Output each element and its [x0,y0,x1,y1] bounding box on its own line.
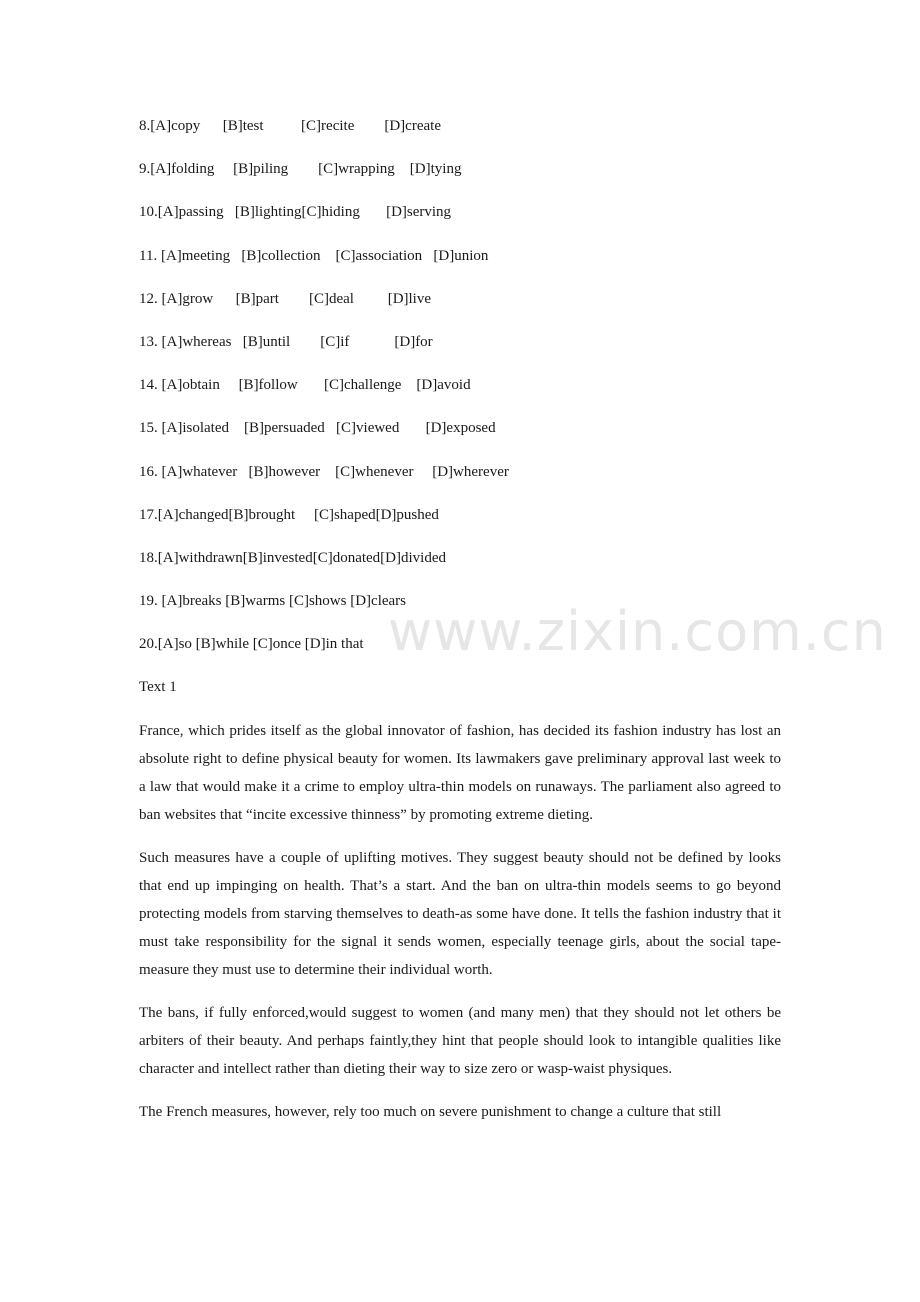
question-options-19: 19. [A]breaks [B]warms [C]shows [D]clears [139,593,407,610]
paragraph: The French measures, however, rely too much on severe punishment to change a culture that still [139,1104,722,1121]
question-options-12: 12. [A]grow [B]part [C]deal [D]live [139,290,432,307]
paragraph: Such measures have a couple of uplifting motives. They suggest beauty should not be defined by looks that end up impinging on health. That’s a start. And the ban on ultra-thin models seems to go beyond protecting models from starving themselves to death-as some have done. It tells the fashion industry that it must take responsibility for the signal it sends women, especially teenage girls, about the social tape-measure they must use to determine their individual worth. [139,850,781,979]
question-options-8: 8.[A]copy [B]test [C]recite [D]create [139,118,441,134]
question-options-14: 14. [A]obtain [B]follow [C]challenge [D]avoid [139,377,471,394]
question-options-15: 15. [A]isolated [B]persuaded [C]viewed [D]exposed [139,420,496,437]
watermark: www.zixin.com.cn [388,600,887,663]
section-title: Text 1 [139,679,177,696]
question-options-18: 18.[A]withdrawn[B]invested[C]donated[D]divided [139,549,447,566]
paragraph: France, which prides itself as the global innovator of fashion, has decided its fashion industry has lost an absolute right to define physical beauty for women. Its lawmakers gave preliminary approval last week to a law that would make it a crime to employ ultra-thin models on runaways. The parliament also agreed to ban websites that “incite excessive thinness” by promoting extreme dieting. [139,723,781,824]
question-options-10: 10.[A]passing [B]lighting[C]hiding [D]serving [139,204,452,221]
question-options-11: 11. [A]meeting [B]collection [C]association [D]union [139,247,489,264]
question-options-16: 16. [A]whatever [B]however [C]whenever [D]wherever [139,463,509,480]
question-options-9: 9.[A]folding [B]piling [C]wrapping [D]tying [139,161,462,178]
question-options-17: 17.[A]changed[B]brought [C]shaped[D]pushed [139,506,439,523]
question-options-13: 13. [A]whereas [B]until [C]if [D]for [139,333,433,350]
paragraph: The bans, if fully enforced,would suggest to women (and many men) that they should not let others be arbiters of their beauty. And perhaps faintly,they hint that people should look to intangible qualities like character and intellect rather than dieting their way to size zero or wasp-waist physiques. [139,1005,781,1078]
document-page [139,113,781,1141]
question-options-20: 20.[A]so [B]while [C]once [D]in that [139,636,364,653]
